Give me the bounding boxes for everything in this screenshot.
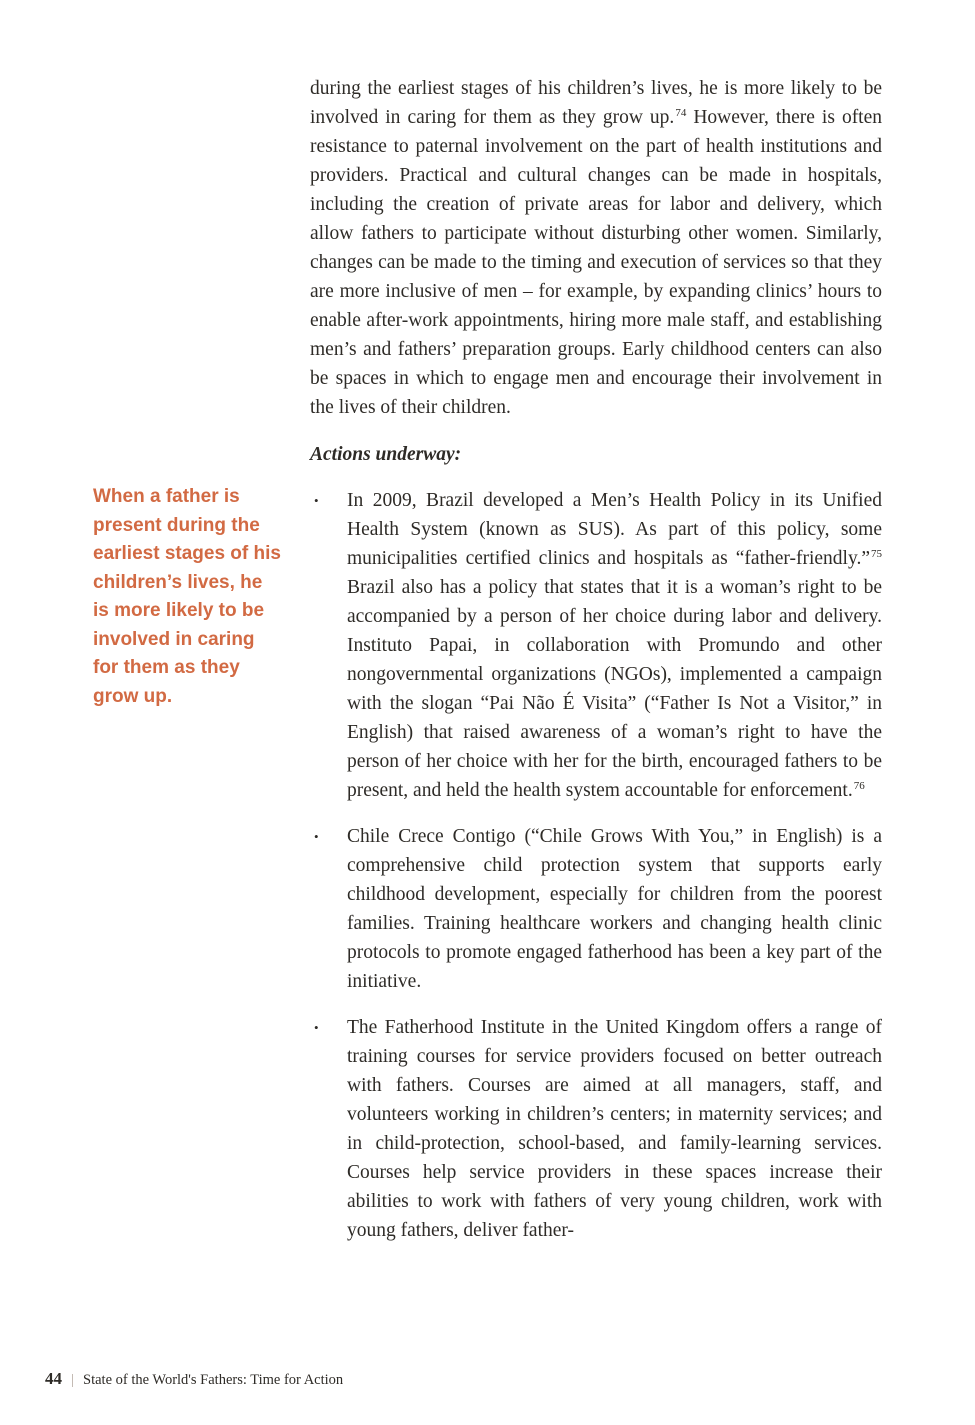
bullet-item-brazil xyxy=(310,486,882,805)
bullet-item-uk xyxy=(310,1013,882,1245)
bullet-brazil-text-2: Brazil also has a policy that states that it is a woman’s right to be accompanied by a person of her choice during labor and delivery. Instituto Papai, in collaboration with Promundo and other nongovernmental organizations (NGOs), implemented a campaign with the slogan “Pai Não É Visita” (“Father Is Not a Visitor,” in English) that raised awareness of a woman’s right to have the person of her choice with her for the birth, encouraged fathers to be present, and held the health system accountable for enforcement. xyxy=(347,577,882,801)
bullet-text-uk: The Fatherhood Institute in the United Kingdom offers a range of training courses for service providers focused on better outreach with fathers. Courses are aimed at all managers, staff, and volunteers working in children’s centers; in maternity services; and in child-protection, school-based, and family-learning services. Courses help service providers in these spaces increase their abilities to work with fathers of very young children, work with young fathers, deliver father- xyxy=(347,1017,882,1241)
footnote-ref-75: 75 xyxy=(871,548,882,560)
bullet-text-chile: Chile Crece Contigo (“Chile Grows With You,” in English) is a comprehensive child protection system that supports early childhood development, especially for children from the poorest families. Training healthcare workers and changing health clinic protocols to promote engaged fatherhood has been a key part of the initiative. xyxy=(347,826,882,992)
page-footer xyxy=(45,1369,343,1389)
footer-title: State of the World's Fathers: Time for Action xyxy=(83,1372,344,1388)
footnote-ref-76: 76 xyxy=(853,780,865,792)
bullet-brazil-text-1: In 2009, Brazil developed a Men’s Health Policy in its Unified Health System (known as SUS). As part of this policy, some municipalities certified clinics and hospitals as “father-friendly.” xyxy=(347,490,882,569)
page-number: 44 xyxy=(45,1369,62,1388)
pull-quote: When a father is present during the earliest stages of his children’s lives, he is more likely to be involved in caring for them as they grow up. xyxy=(93,486,281,707)
actions-underway-heading: Actions underway: xyxy=(310,444,462,465)
intro-paragraph-text-1: during the earliest stages of his children’s lives, he is more likely to be involved in caring for them as they grow up. xyxy=(310,78,882,128)
footnote-ref-74: 74 xyxy=(675,107,687,119)
footer-separator: | xyxy=(71,1372,75,1388)
bullet-item-chile xyxy=(310,822,882,996)
bullet-marker: • xyxy=(314,493,319,508)
bullet-marker: • xyxy=(314,829,319,844)
bullet-marker: • xyxy=(314,1020,319,1035)
intro-paragraph xyxy=(310,74,882,422)
bullet-text-brazil xyxy=(347,486,882,805)
main-text-column xyxy=(310,74,882,1262)
intro-paragraph-text-2: However, there is often resistance to paternal involvement on the part of health institutions and providers. Practical and cultural changes can be made in hospitals, including the creation of private areas for labor and delivery, which allow fathers to participate without disturbing other women. Similarly, changes can be made to the timing and execution of services so that they are more inclusive of men – for example, by expanding clinics’ hours to enable after-work appointments, hiring more male staff, and establishing men’s and fathers’ preparation groups. Early childhood centers can also be spaces in which to engage men and encourage their involvement in the lives of their children. xyxy=(310,107,883,418)
